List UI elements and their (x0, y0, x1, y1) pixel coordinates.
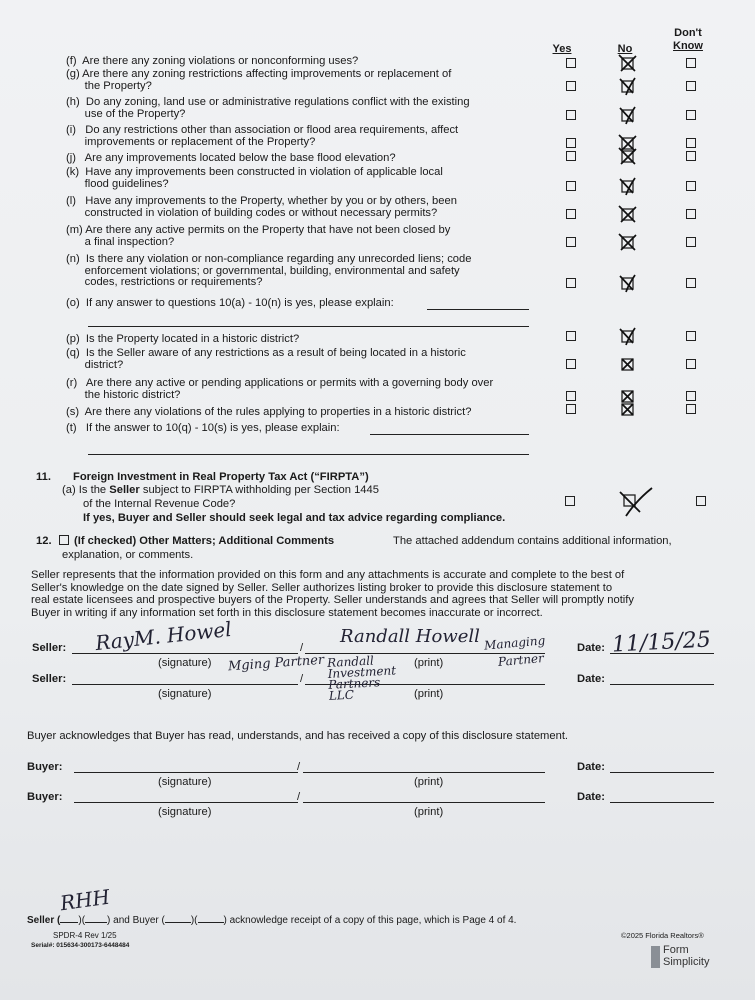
question-text: (t) If the answer to 10(q) - 10(s) is yes, please explain: (66, 422, 340, 434)
serial-number: Serial#: 015634-300173-6448484 (31, 942, 130, 949)
no-checkbox[interactable] (617, 177, 639, 197)
statement-line: real estate licensees and prospective buyers of the Property. Seller understands and agrees that Seller will promptly notify (31, 594, 634, 606)
no-checkbox[interactable] (617, 400, 639, 420)
yes-column-header: Yes (552, 43, 572, 55)
buyer-signature-line-2[interactable] (74, 802, 298, 803)
form-simplicity-logo-icon (651, 946, 660, 968)
yes-checkbox[interactable] (566, 237, 576, 247)
signature-caption-4: (signature) (158, 806, 212, 818)
handwritten-company: Randall Investment Partners LLC (326, 653, 397, 703)
print-caption-3: (print) (414, 776, 444, 788)
buyer-print-line-1[interactable] (303, 772, 545, 773)
yes-checkbox[interactable] (566, 110, 576, 120)
question-text: (g) Are there any zoning restrictions affecting improvements or replacement of (66, 68, 452, 80)
copyright: ©2025 Florida Realtors® (621, 931, 704, 940)
signature-caption-3: (signature) (158, 776, 212, 788)
yes-checkbox[interactable] (566, 209, 576, 219)
firpta-no-checkbox[interactable] (612, 486, 656, 522)
yes-checkbox[interactable] (566, 81, 576, 91)
dont-know-checkbox[interactable] (686, 58, 696, 68)
brand-form: Form (663, 944, 689, 956)
yes-checkbox[interactable] (566, 181, 576, 191)
yes-checkbox[interactable] (566, 331, 576, 341)
explain-t-line2 (88, 454, 529, 455)
signature-caption-2: (signature) (158, 688, 212, 700)
question-text: (i) Do any restrictions other than association or flood area requirements, affect (66, 124, 459, 136)
question-text: (p) Is the Property located in a historic district? (66, 333, 300, 345)
question-text: district? (66, 358, 124, 371)
dont-know-checkbox[interactable] (686, 331, 696, 341)
question-text: codes, restrictions or requirements? (66, 276, 263, 289)
separator: / (300, 673, 304, 685)
date-line-2[interactable] (610, 684, 714, 685)
firpta-dont-know-checkbox[interactable] (696, 496, 706, 506)
section-11a-line2: of the Internal Revenue Code? (83, 498, 236, 510)
dont-know-checkbox[interactable] (686, 278, 696, 288)
question-text: (m) Are there any active permits on the Property that have not been closed by (66, 224, 451, 236)
yes-checkbox[interactable] (566, 151, 576, 161)
handwritten-title-partner: Partner (497, 651, 545, 669)
question-text: improvements or replacement of the Property? (66, 135, 316, 148)
signature-caption-1: (signature) (158, 657, 212, 669)
buyer-acknowledgement: Buyer acknowledges that Buyer has read, understands, and has received a copy of this disclosure statement. (27, 730, 569, 742)
section-12-number: 12. (36, 535, 52, 547)
dont-know-header-line1: Don't (674, 27, 702, 39)
question-text: (l) Have any improvements to the Property, whether by you or by others, been (66, 195, 457, 207)
question-text: (h) Do any zoning, land use or administrative regulations conflict with the existing (66, 96, 470, 108)
handwritten-date: 11/15/25 (611, 627, 712, 658)
dont-know-checkbox[interactable] (686, 110, 696, 120)
buyer-signature-line-1[interactable] (74, 772, 298, 773)
section-11-title: Foreign Investment in Real Property Tax Act (“FIRPTA”) (73, 471, 369, 483)
seller-handwritten-signature: RayM. Howel (94, 616, 233, 656)
yes-checkbox[interactable] (566, 404, 576, 414)
buyer-label-1: Buyer: (27, 761, 63, 773)
date-label-1: Date: (577, 642, 605, 654)
seller-initials: RHH (58, 884, 112, 916)
question-text: (k) Have any improvements been constructed in violation of applicable local (66, 166, 443, 178)
question-text: (r) Are there any active or pending applications or permits with a governing body over (66, 377, 494, 389)
no-checkbox[interactable] (617, 355, 639, 375)
no-checkbox[interactable] (617, 147, 639, 167)
no-checkbox[interactable] (617, 205, 639, 225)
question-text: use of the Property? (66, 107, 186, 120)
question-text: constructed in violation of building codes or without necessary permits? (66, 206, 438, 219)
dont-know-checkbox[interactable] (686, 138, 696, 148)
no-checkbox[interactable] (617, 327, 639, 347)
section-12-text1: The attached addendum contains additional information, (393, 535, 672, 547)
seller-label-1: Seller: (32, 642, 67, 654)
no-checkbox[interactable] (617, 54, 639, 74)
no-checkbox[interactable] (617, 77, 639, 97)
statement-line: Seller represents that the information provided on this form and any attachments is accurate and complete to the best of (31, 569, 625, 581)
section-12-title: (If checked) Other Matters; Additional Comments (74, 535, 335, 547)
yes-checkbox[interactable] (566, 58, 576, 68)
handwritten-title-mging-partner: Mging Partner (227, 652, 325, 675)
dont-know-checkbox[interactable] (686, 181, 696, 191)
question-text: (s) Are there any violations of the rules applying to properties in a historic district? (66, 406, 472, 418)
date-label-3: Date: (577, 761, 605, 773)
explain-o-line2 (88, 326, 529, 327)
explain-o-line1 (427, 309, 529, 310)
date-label-2: Date: (577, 673, 605, 685)
seller-signature-line-2[interactable] (72, 684, 298, 685)
dont-know-checkbox[interactable] (686, 81, 696, 91)
question-text: (o) If any answer to questions 10(a) - 10(n) is yes, please explain: (66, 297, 394, 309)
yes-checkbox[interactable] (566, 138, 576, 148)
seller-handwritten-print: Randall Howell (340, 626, 480, 647)
brand-simplicity: Simplicity (663, 956, 710, 968)
dont-know-checkbox[interactable] (686, 359, 696, 369)
dont-know-checkbox[interactable] (686, 404, 696, 414)
statement-line: Buyer in writing if any information set forth in this disclosure statement becomes inaccurate or incorrect. (31, 606, 543, 619)
yes-checkbox[interactable] (566, 359, 576, 369)
question-text: (n) Is there any violation or non-compliance regarding any unrecorded liens; code (66, 253, 472, 265)
print-caption-2: (print) (414, 688, 444, 700)
dont-know-checkbox[interactable] (686, 209, 696, 219)
question-text: (j) Are any improvements located below the base flood elevation? (66, 152, 396, 164)
question-text: (q) Is the Seller aware of any restrictions as a result of being located in a historic (66, 347, 466, 359)
section-11-advice: If yes, Buyer and Seller should seek legal and tax advice regarding compliance. (83, 512, 506, 524)
buyer-label-2: Buyer: (27, 791, 63, 803)
date-label-4: Date: (577, 791, 605, 803)
explain-t-line1 (370, 434, 529, 435)
buyer-print-line-2[interactable] (303, 802, 545, 803)
no-checkbox[interactable] (617, 274, 639, 294)
question-text: the Property? (66, 79, 152, 92)
separator: / (297, 761, 301, 773)
date-line-4[interactable] (610, 802, 714, 803)
handwritten-title-managing: Managing (483, 633, 546, 653)
statement-line: Seller's knowledge on the date signed by Seller. Seller authorizes listing broker to provide this disclosure statement to (31, 581, 613, 594)
question-text: flood guidelines? (66, 177, 169, 190)
separator: / (297, 791, 301, 803)
dont-know-checkbox[interactable] (686, 151, 696, 161)
page-acknowledgement: Seller ( )( ) and Buyer ( )( ) acknowledge receipt of a copy of this page, which is Page 4 of 4. (27, 915, 517, 926)
no-checkbox[interactable] (617, 106, 639, 126)
date-line-3[interactable] (610, 772, 714, 773)
separator: / (300, 642, 304, 654)
print-caption-1: (print) (414, 657, 444, 669)
dont-know-checkbox[interactable] (686, 237, 696, 247)
section-11-number: 11. (36, 471, 51, 483)
form-id: SPDR-4 Rev 1/25 (53, 931, 117, 940)
seller-label-2: Seller: (32, 673, 67, 685)
no-column-header: No (617, 43, 633, 55)
yes-checkbox[interactable] (566, 391, 576, 401)
other-matters-checkbox[interactable] (59, 535, 69, 545)
section-11a-line1: (a) Is the Seller subject to FIRPTA withholding per Section 1445 (62, 484, 379, 496)
no-checkbox[interactable] (617, 233, 639, 253)
print-caption-4: (print) (414, 806, 444, 818)
section-12-text2: explanation, or comments. (62, 549, 194, 561)
question-text: the historic district? (66, 388, 181, 401)
firpta-yes-checkbox[interactable] (565, 496, 575, 506)
question-text: enforcement violations; or governmental, building, environmental and safety (66, 264, 460, 277)
question-text: a final inspection? (66, 235, 175, 248)
question-text: (f) Are there any zoning violations or nonconforming uses? (66, 55, 359, 67)
dont-know-checkbox[interactable] (686, 391, 696, 401)
dont-know-header-line2: Know (673, 40, 703, 52)
yes-checkbox[interactable] (566, 278, 576, 288)
